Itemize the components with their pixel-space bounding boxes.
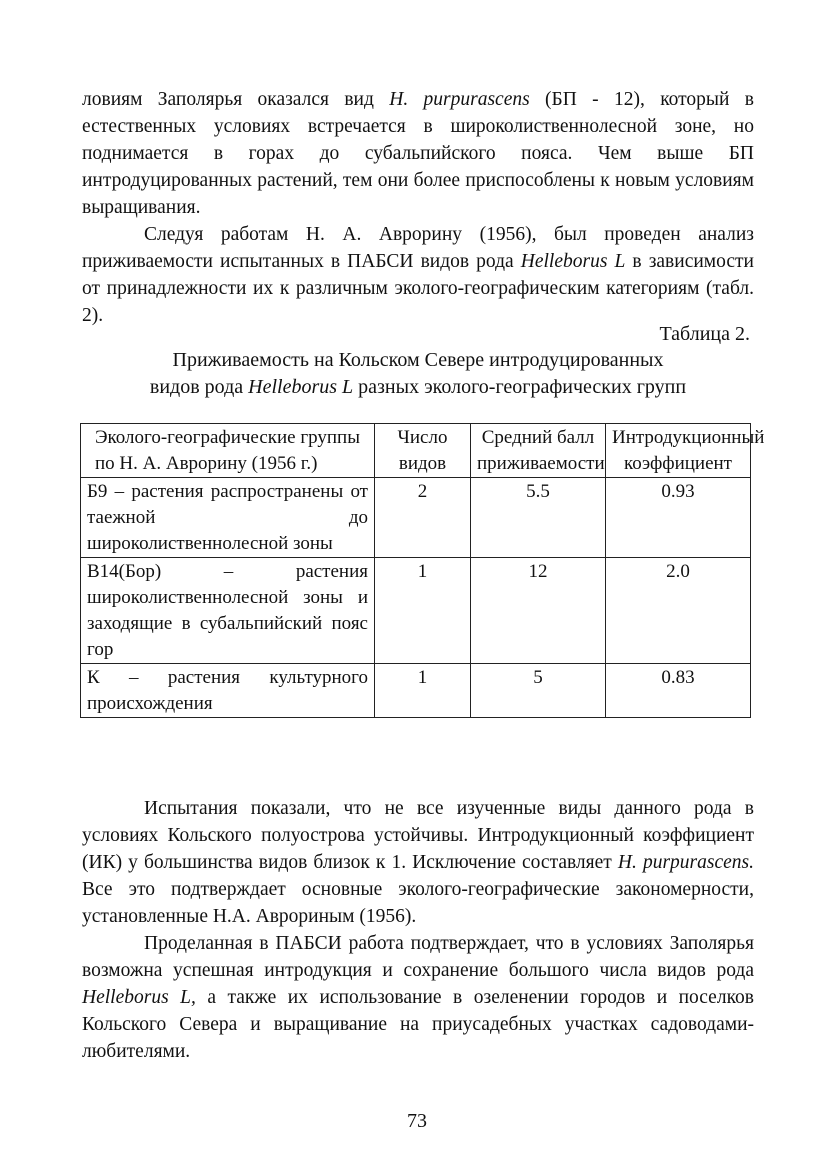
caption-text: видов рода [149,376,249,398]
caption-text: разных эколого-географических групп [353,376,687,398]
text-segment: (БП - 12), который в естественных условиях встречается в широколиственнолесной зоне, но поднимается в горах до субальпийского пояса. Чем выше БП интродуцированных растений, тем они более приспособлены к новым условиям выращивания. [82,89,755,218]
header-group: Эколого-географические группы по Н. А. Аврорину (1956 г.) [81,424,375,478]
body-text-bottom [82,795,754,1065]
table-row [81,478,751,558]
cell-score: 12 [471,558,606,664]
paragraph-conclusion [82,930,754,1065]
header-count: Число видов [375,424,471,478]
text-segment: Испытания показали, что не все изученные виды данного рода в условиях Кольского полуострова устойчивы. Интродукционный коэффициент (ИК) у большинства видов близок к 1. Исключение составляет [82,798,754,873]
paragraph-results [82,795,754,930]
genus-name: Helleborus L [248,376,354,398]
cell-count: 2 [375,478,471,558]
table-row [81,558,751,664]
text-segment: Проделанная в ПАБСИ работа подтверждает, что в условиях Заполярья возможна успешная интродукция и сохранение большого числа видов рода [82,933,754,981]
cell-count: 1 [375,664,471,718]
text-segment: в зависимости от принадлежности их к различным эколого-географическим категориям (табл. 2). [82,251,754,326]
text-segment: Все это подтверждает основные эколого-географические закономерности, установленные Н.А. Аврориным (1956). [82,879,754,927]
header-score: Средний балл приживаемости [471,424,606,478]
paragraph-continuation [82,86,754,221]
cell-coef: 0.93 [606,478,751,558]
table-label: Таблица 2. [659,323,750,345]
cell-coef: 2.0 [606,558,751,664]
paragraph-analysis [82,221,754,329]
table-header-row [81,424,751,478]
header-coef: Интродукционный коэффициент [606,424,751,478]
text-segment: ловиям Заполярья оказался вид [82,89,390,110]
genus-name: Helleborus L, [82,987,196,1008]
text-segment: а также их использование в озеленении городов и поселков Кольского Севера и выращивание на приусадебных участках садоводами-любителями. [82,987,755,1062]
caption-line-2 [82,374,754,401]
caption-line-1: Приживаемость на Кольском Севере интродуцированных [172,349,664,371]
data-table [80,423,765,718]
species-name: H. purpurascens [389,89,530,110]
cell-count: 1 [375,558,471,664]
species-name: H. purpurascens. [617,852,754,873]
text-segment: Следуя работам Н. А. Аврорину (1956), был проведен анализ приживаемости испытанных в ПАБСИ видов рода [82,224,754,272]
cell-group: К – растения культурного происхождения [81,664,375,718]
cell-group: В14(Бор) – растения широколиственнолесной зоны и заходящие в субальпийский пояс гор [81,558,375,664]
page-number: 73 [407,1110,427,1132]
cell-score: 5 [471,664,606,718]
body-text-top [82,86,754,329]
cell-score: 5.5 [471,478,606,558]
table-caption [82,347,754,401]
cell-group: Б9 – растения распространены от таежной до широколиственнолесной зоны [81,478,375,558]
table-row [81,664,751,718]
genus-name: Helleborus L [520,251,626,272]
cell-coef: 0.83 [606,664,751,718]
